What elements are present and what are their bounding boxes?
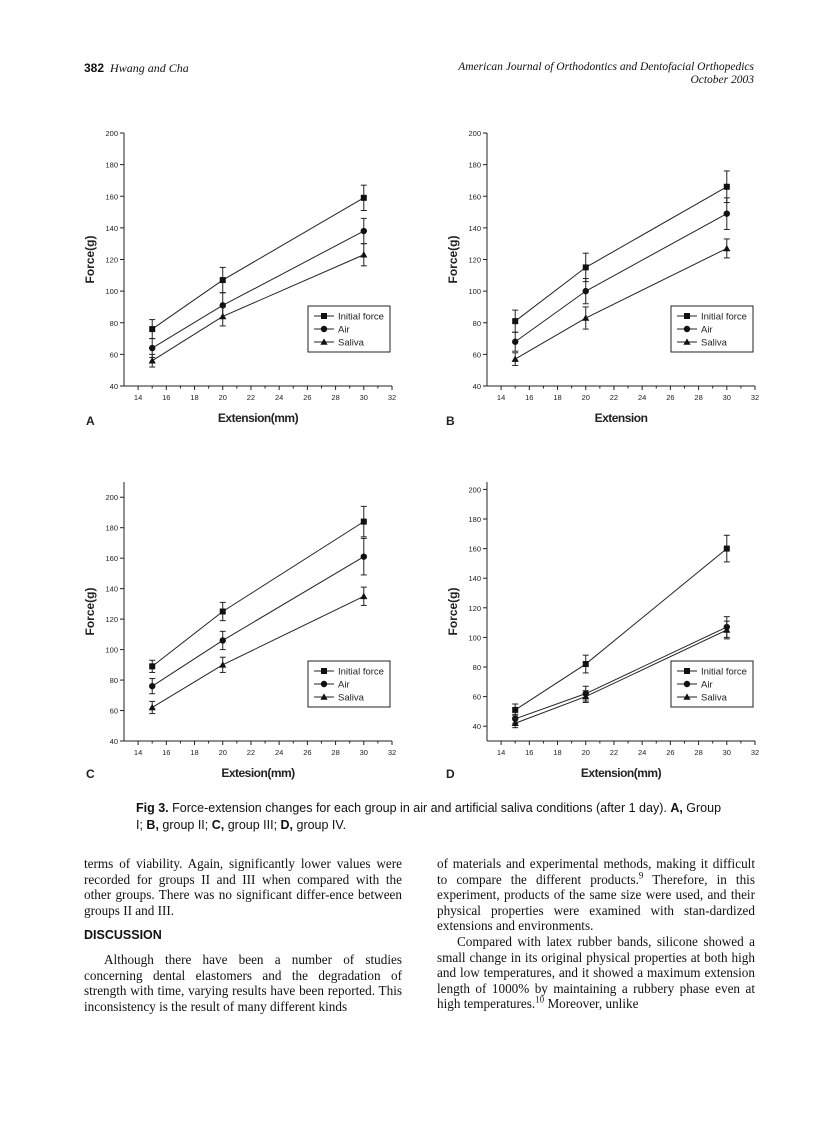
- x-tick-label: 24: [274, 393, 284, 402]
- x-tick-label: 32: [750, 748, 760, 757]
- x-tick-label: 14: [133, 393, 143, 402]
- y-tick-label: 140: [468, 574, 481, 584]
- y-tick-label: 80: [472, 663, 481, 672]
- panel-letter: A: [86, 414, 95, 428]
- y-tick-label: 180: [468, 515, 481, 524]
- figure-caption: [136, 800, 726, 834]
- y-tick-label: 60: [109, 706, 118, 716]
- x-tick-label: 18: [553, 748, 562, 757]
- data-point-square: [724, 184, 730, 190]
- x-axis-label: Extesion(mm): [221, 766, 295, 780]
- x-tick-label: 22: [246, 748, 256, 757]
- data-point-square: [220, 609, 226, 615]
- x-tick-label: 24: [274, 748, 284, 757]
- x-tick-label: 28: [331, 748, 340, 757]
- legend: [308, 661, 390, 707]
- y-tick-label: 120: [468, 603, 481, 613]
- reference-marker: 9: [638, 870, 644, 881]
- data-point-square: [583, 661, 589, 667]
- x-tick-label: 20: [218, 748, 227, 757]
- data-point-triangle: [360, 251, 367, 257]
- caption-panel-b: B,: [146, 818, 159, 832]
- x-axis-label: Extension: [594, 411, 648, 425]
- data-point-square: [583, 264, 589, 270]
- legend: [671, 306, 753, 352]
- caption-label: Fig 3.: [136, 801, 169, 815]
- caption-text: group III;: [224, 818, 281, 832]
- y-tick-label: 80: [109, 318, 118, 328]
- x-tick-label: 22: [246, 393, 256, 402]
- x-tick-label: 20: [581, 393, 590, 402]
- legend: [308, 306, 390, 352]
- y-tick-label: 120: [105, 615, 118, 625]
- issue-date: October 2003: [690, 74, 754, 86]
- x-tick-label: 22: [609, 393, 619, 402]
- y-tick-label: 40: [472, 722, 481, 732]
- y-axis-label: Force(g): [83, 235, 97, 284]
- page-number: 382: [84, 61, 105, 75]
- x-tick-label: 30: [359, 748, 368, 757]
- x-tick-label: 32: [387, 748, 397, 757]
- x-tick-label: 20: [218, 393, 227, 402]
- x-tick-label: 22: [609, 748, 619, 757]
- series-line-initial-force: [152, 522, 364, 667]
- y-tick-label: 40: [472, 382, 481, 391]
- x-tick-label: 28: [331, 393, 340, 402]
- y-tick-label: 140: [105, 223, 118, 233]
- paragraph: Although there have been a number of studies concerning dental elastomers and the degradation of strength with time, varying results have been reported. This inconsistency is the result of many different kinds: [84, 951, 402, 1014]
- data-point-triangle: [149, 704, 156, 710]
- legend-marker-circle: [321, 326, 327, 332]
- y-tick-label: 100: [468, 287, 481, 297]
- x-tick-label: 18: [190, 748, 199, 757]
- x-tick-label: 32: [387, 393, 397, 402]
- legend-label: Air: [338, 324, 350, 336]
- x-tick-label: 28: [694, 393, 703, 402]
- legend-marker-circle: [684, 326, 690, 332]
- x-tick-label: 26: [303, 748, 312, 757]
- data-point-circle: [149, 345, 155, 351]
- chart-panel-b: [446, 129, 759, 428]
- caption-text: group II;: [158, 818, 212, 832]
- data-point-circle: [583, 288, 589, 294]
- x-axis-label: Extension(mm): [580, 766, 662, 780]
- data-point-circle: [512, 339, 518, 345]
- legend-label: Air: [701, 324, 713, 336]
- x-tick-label: 14: [496, 748, 506, 757]
- data-point-square: [220, 277, 226, 283]
- data-point-triangle: [582, 314, 589, 320]
- body-column-left: [84, 856, 402, 1014]
- data-point-square: [361, 195, 367, 201]
- data-point-circle: [220, 637, 226, 643]
- x-tick-label: 32: [750, 393, 760, 402]
- legend: [671, 661, 753, 707]
- caption-panel-a: A,: [670, 801, 683, 815]
- x-axis-label: Extension(mm): [217, 411, 299, 425]
- panel-letter: B: [446, 414, 455, 428]
- data-point-square: [149, 663, 155, 669]
- y-tick-label: 80: [109, 676, 118, 686]
- y-tick-label: 180: [105, 523, 118, 533]
- chart-panel-a: [83, 129, 396, 428]
- x-tick-label: 16: [162, 393, 171, 402]
- data-point-triangle: [360, 593, 367, 599]
- x-tick-label: 24: [637, 748, 647, 757]
- y-tick-label: 160: [468, 192, 481, 202]
- y-tick-label: 120: [105, 255, 118, 265]
- paragraph: terms of viability. Again, significantly lower values were recorded for groups II and III when compared with the other groups. There was no significant differ-ence between groups II and III.: [84, 856, 402, 918]
- y-tick-label: 160: [105, 554, 118, 564]
- y-tick-label: 60: [472, 350, 481, 360]
- x-tick-label: 26: [666, 393, 675, 402]
- journal-title: American Journal of Orthodontics and Dentofacial Orthopedics: [458, 61, 754, 73]
- panel-letter: D: [446, 767, 455, 781]
- y-tick-label: 60: [109, 350, 118, 360]
- legend-label: Initial force: [338, 311, 384, 323]
- y-tick-label: 140: [468, 223, 481, 233]
- y-tick-label: 180: [468, 160, 481, 170]
- legend-label: Saliva: [338, 692, 364, 704]
- x-tick-label: 28: [694, 748, 703, 757]
- paragraph-text: Therefore, in this experiment, products of the same size were used, and their physical properties were examined with stan-dardized extensions and environments.: [437, 871, 755, 934]
- y-tick-label: 100: [468, 633, 481, 643]
- legend-marker-square: [684, 313, 690, 319]
- legend-marker-square: [684, 668, 690, 674]
- paragraph: [437, 934, 755, 1012]
- data-point-triangle: [512, 356, 519, 362]
- y-tick-label: 40: [109, 382, 118, 391]
- data-point-triangle: [219, 313, 226, 319]
- data-point-triangle: [723, 245, 730, 251]
- x-tick-label: 18: [190, 393, 199, 402]
- legend-marker-square: [321, 313, 327, 319]
- y-axis-label: Force(g): [446, 235, 460, 284]
- x-tick-label: 14: [496, 393, 506, 402]
- x-tick-label: 20: [581, 748, 590, 757]
- legend-label: Saliva: [701, 692, 727, 704]
- caption-text: Group I;: [136, 801, 722, 832]
- y-axis-label: Force(g): [446, 587, 460, 636]
- body-column-right: [437, 856, 755, 1012]
- section-heading: DISCUSSION: [84, 928, 162, 943]
- y-tick-label: 200: [468, 129, 481, 138]
- legend-marker-circle: [321, 681, 327, 687]
- data-point-square: [512, 318, 518, 324]
- caption-panel-d: D,: [280, 818, 294, 832]
- panel-letter: C: [86, 767, 95, 781]
- y-tick-label: 160: [468, 544, 481, 554]
- paragraph-text: of materials and experimental methods, making it difficult to compare the different products.: [437, 856, 755, 887]
- y-tick-label: 200: [105, 129, 118, 138]
- y-tick-label: 140: [105, 584, 118, 594]
- legend-label: Saliva: [338, 337, 364, 349]
- x-tick-label: 30: [359, 393, 368, 402]
- x-tick-label: 16: [525, 748, 534, 757]
- paragraph-text: Compared with latex rubber bands, silicone showed a small change in its original physical properties at both high and low temperatures, and it showed a maximum extension length of 1000% by maintaining a rubbery phase even at high temperatures.: [437, 933, 755, 1012]
- x-tick-label: 14: [133, 748, 143, 757]
- y-tick-label: 160: [105, 192, 118, 202]
- x-tick-label: 16: [162, 748, 171, 757]
- paragraph-text: Moreover, unlike: [544, 996, 639, 1012]
- caption-text: group IV.: [293, 818, 347, 832]
- legend-marker-circle: [684, 681, 690, 687]
- paragraph: [437, 856, 755, 934]
- x-tick-label: 30: [722, 393, 731, 402]
- legend-label: Saliva: [701, 337, 727, 349]
- x-tick-label: 16: [525, 393, 534, 402]
- legend-label: Initial force: [701, 666, 747, 678]
- y-tick-label: 60: [472, 692, 481, 702]
- y-tick-label: 120: [468, 255, 481, 265]
- data-point-square: [149, 326, 155, 332]
- data-point-square: [361, 519, 367, 525]
- y-tick-label: 40: [109, 737, 118, 746]
- data-point-circle: [361, 228, 367, 234]
- data-point-circle: [361, 553, 367, 559]
- x-tick-label: 30: [722, 748, 731, 757]
- x-tick-label: 26: [666, 748, 675, 757]
- y-axis-label: Force(g): [83, 587, 97, 636]
- legend-label: Initial force: [338, 666, 384, 678]
- data-point-circle: [149, 683, 155, 689]
- caption-panel-c: C,: [211, 818, 225, 832]
- x-tick-label: 18: [553, 393, 562, 402]
- chart-panel-d: [446, 482, 759, 781]
- data-point-square: [512, 707, 518, 713]
- data-point-triangle: [219, 661, 226, 667]
- legend-label: Air: [701, 679, 713, 691]
- reference-marker: 10: [535, 994, 545, 1005]
- y-tick-label: 200: [468, 485, 481, 495]
- authors: Hwang and Cha: [110, 61, 189, 75]
- data-point-circle: [724, 210, 730, 216]
- y-tick-label: 100: [105, 645, 118, 655]
- caption-text: Force-extension changes for each group in air and artificial saliva conditions (after 1 day).: [168, 801, 671, 815]
- legend-label: Air: [338, 679, 350, 691]
- y-tick-label: 180: [105, 160, 118, 170]
- data-point-triangle: [149, 357, 156, 363]
- data-point-square: [724, 546, 730, 552]
- y-tick-label: 80: [472, 318, 481, 328]
- x-tick-label: 26: [303, 393, 312, 402]
- x-tick-label: 24: [637, 393, 647, 402]
- chart-panel-c: [83, 482, 396, 781]
- y-tick-label: 200: [105, 493, 118, 503]
- legend-label: Initial force: [701, 311, 747, 323]
- legend-marker-square: [321, 668, 327, 674]
- y-tick-label: 100: [105, 287, 118, 297]
